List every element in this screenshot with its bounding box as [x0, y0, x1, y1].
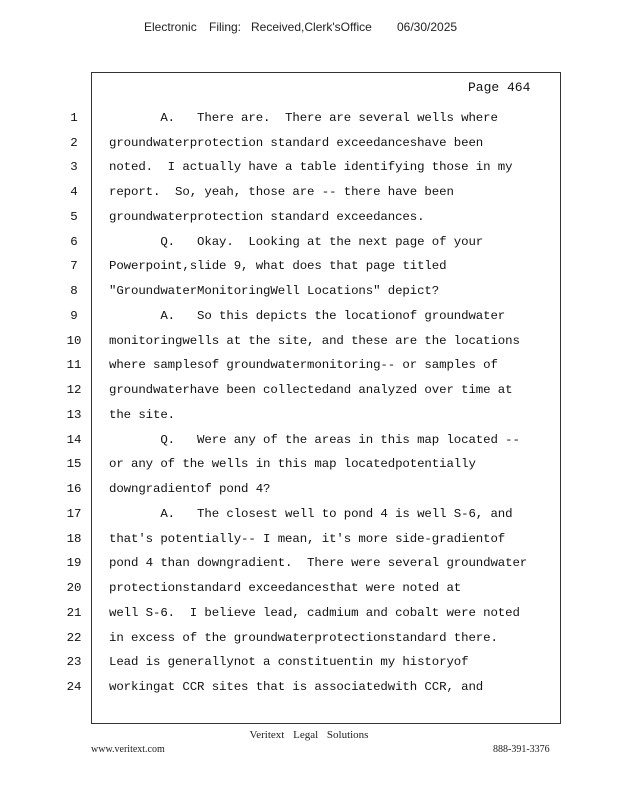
transcript-line	[0, 309, 618, 329]
line-text: monitoringwells at the site, and these are the locations	[109, 334, 520, 348]
line-text: that's potentially-- I mean, it's more side-gradientof	[109, 532, 506, 546]
transcript-line	[0, 631, 618, 651]
transcript-line	[0, 259, 618, 279]
line-number: 6	[70, 235, 78, 249]
line-number: 19	[66, 556, 82, 570]
line-number: 15	[66, 457, 82, 471]
line-number: 13	[66, 408, 82, 422]
transcript-line	[0, 581, 618, 601]
line-text: in excess of the groundwaterprotectionstandard there.	[109, 631, 498, 645]
line-text: workingat CCR sites that is associatedwith CCR, and	[109, 680, 484, 694]
line-text: noted. I actually have a table identifying those in my	[109, 160, 513, 174]
header-electronic: Electronic	[144, 20, 197, 34]
line-text: Q. Okay. Looking at the next page of your	[109, 235, 484, 249]
line-text: groundwaterprotection standard exceedances.	[109, 210, 425, 224]
footer-company: Veritext Legal Solutions	[249, 729, 369, 741]
header-date: 06/30/2025	[397, 20, 458, 34]
transcript-line	[0, 284, 618, 304]
line-text: Lead is generallynot a constituentin my historyof	[109, 655, 469, 669]
line-number: 10	[66, 334, 82, 348]
line-text: pond 4 than downgradient. There were several groundwater	[109, 556, 528, 570]
line-text: downgradientof pond 4?	[109, 482, 271, 496]
line-number: 18	[66, 532, 82, 546]
transcript-line	[0, 358, 618, 378]
line-text: the site.	[109, 408, 176, 422]
transcript-line	[0, 556, 618, 576]
line-number: 11	[66, 358, 82, 372]
transcript-line	[0, 383, 618, 403]
line-number: 1	[70, 111, 78, 125]
line-text: groundwaterhave been collectedand analyzed over time at	[109, 383, 513, 397]
transcript-line	[0, 482, 618, 502]
line-number: 12	[66, 383, 82, 397]
line-number: 5	[70, 210, 78, 224]
line-text: protectionstandard exceedancesthat were noted at	[109, 581, 462, 595]
transcript-line	[0, 408, 618, 428]
footer-phone: 888-391-3376	[493, 744, 550, 755]
transcript-line	[0, 680, 618, 700]
line-text: "GroundwaterMonitoringWell Locations" depict?	[109, 284, 440, 298]
line-number: 8	[70, 284, 78, 298]
line-text: A. There are. There are several wells where	[109, 111, 498, 125]
transcript-line	[0, 136, 618, 156]
line-number: 21	[66, 606, 82, 620]
line-text: or any of the wells in this map locatedpotentially	[109, 457, 476, 471]
transcript-line	[0, 111, 618, 131]
transcript-line	[0, 433, 618, 453]
line-number: 24	[66, 680, 82, 694]
line-text: Powerpoint,slide 9, what does that page titled	[109, 259, 447, 273]
transcript-line	[0, 160, 618, 180]
line-number: 16	[66, 482, 82, 496]
line-text: report. So, yeah, those are -- there have been	[109, 185, 454, 199]
page-number: Page 464	[468, 80, 531, 95]
line-text: Q. Were any of the areas in this map located --	[109, 433, 520, 447]
line-number: 23	[66, 655, 82, 669]
line-number: 20	[66, 581, 82, 595]
line-number: 9	[70, 309, 78, 323]
line-number: 3	[70, 160, 78, 174]
transcript-line	[0, 457, 618, 477]
line-text: A. So this depicts the locationof groundwater	[109, 309, 506, 323]
transcript-line	[0, 655, 618, 675]
footer-website: www.veritext.com	[91, 744, 165, 755]
transcript-line	[0, 606, 618, 626]
line-number: 22	[66, 631, 82, 645]
transcript-line	[0, 235, 618, 255]
header-received: Received,Clerk'sOffice	[251, 20, 372, 34]
line-text: groundwaterprotection standard exceedanceshave been	[109, 136, 484, 150]
transcript-line	[0, 185, 618, 205]
transcript-line	[0, 532, 618, 552]
line-number: 14	[66, 433, 82, 447]
line-text: where samplesof groundwatermonitoring-- or samples of	[109, 358, 498, 372]
line-number: 17	[66, 507, 82, 521]
line-text: well S-6. I believe lead, cadmium and cobalt were noted	[109, 606, 520, 620]
line-number: 2	[70, 136, 78, 150]
line-text: A. The closest well to pond 4 is well S-6, and	[109, 507, 513, 521]
header-filing: Filing:	[209, 20, 242, 34]
transcript-line	[0, 507, 618, 527]
line-number: 4	[70, 185, 78, 199]
transcript-line	[0, 210, 618, 230]
transcript-line	[0, 334, 618, 354]
line-number: 7	[70, 259, 78, 273]
